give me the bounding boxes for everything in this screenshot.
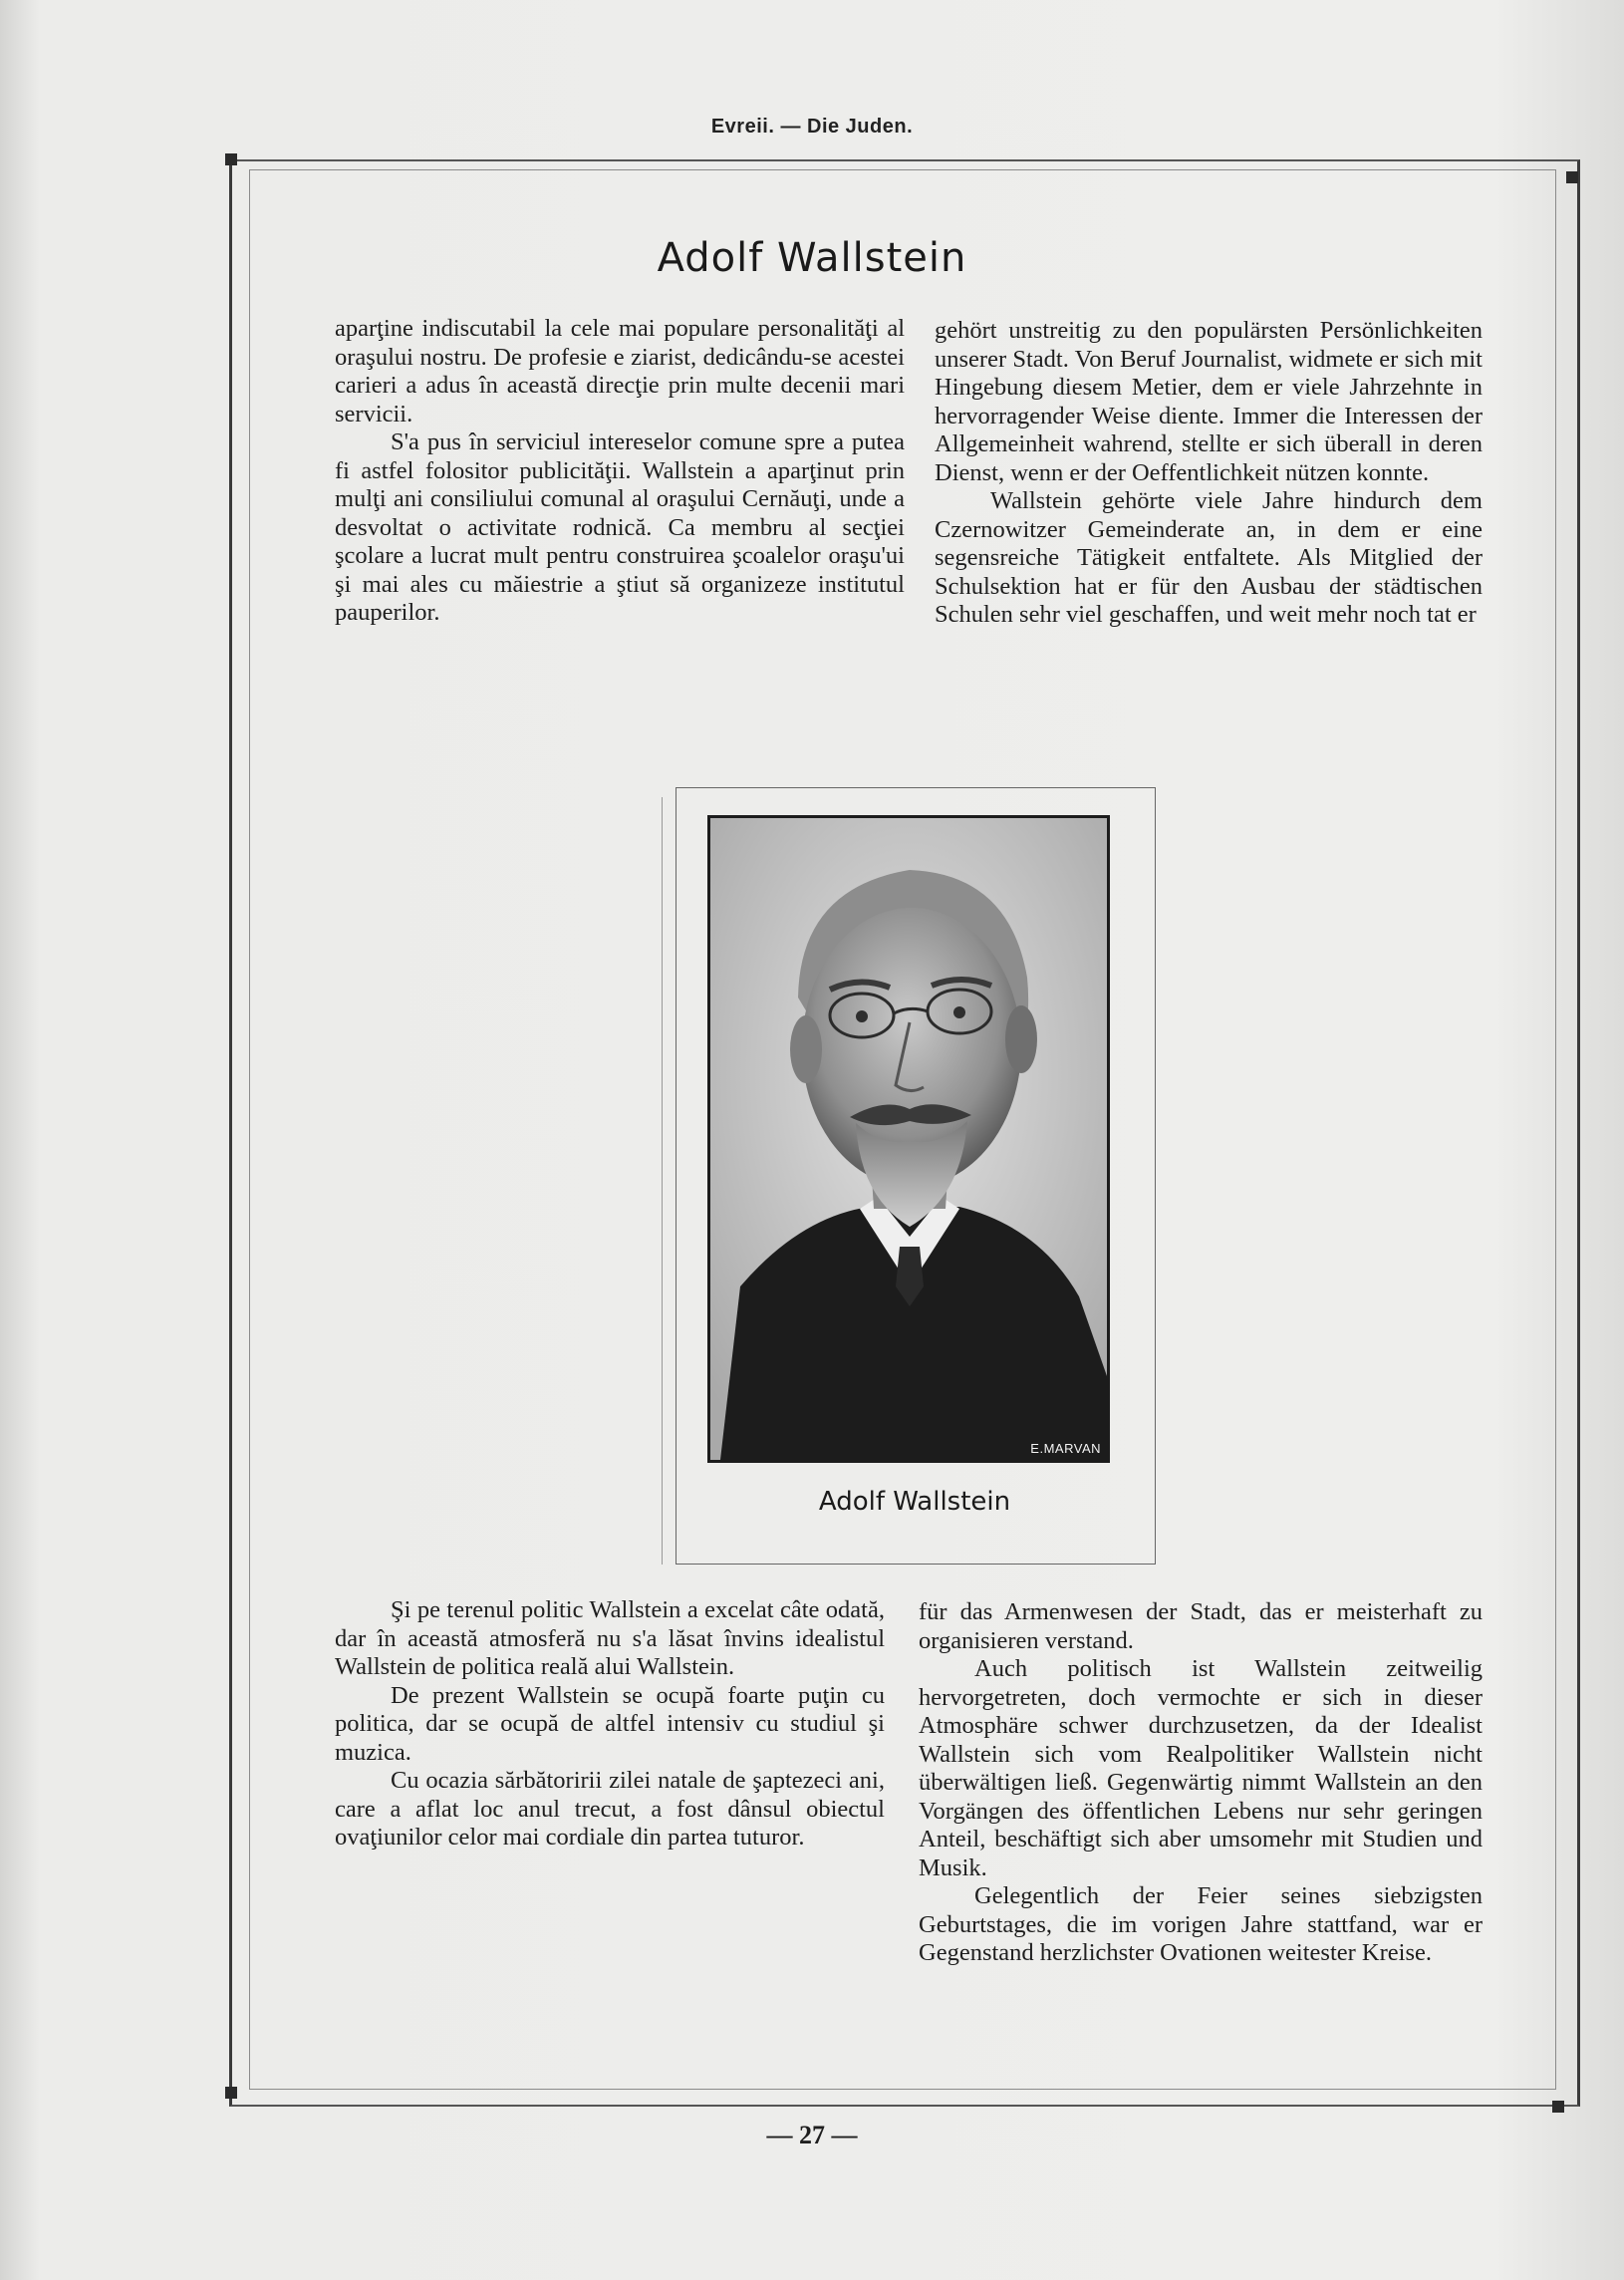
- german-text-bottom: [919, 1598, 1483, 1968]
- frame-corner-bottom-right: [1552, 2101, 1564, 2113]
- article-title: Adolf Wallstein: [657, 235, 967, 281]
- romanian-text-bottom: [335, 1596, 885, 1852]
- photographer-signature: E.MARVAN: [1030, 1441, 1101, 1456]
- frame-corner-top-right: [1566, 171, 1578, 183]
- running-header: Evreii. — Die Juden.: [710, 116, 914, 138]
- paragraph: Gelegentlich der Feier seines siebzigsten Geburtstages, die im vorigen Jahre stattfand, war er Gegenstand herzlichster Ovationen weitester Kreise.: [919, 1882, 1483, 1966]
- paragraph: Cu ocazia sărbătoririi zilei natale de şaptezeci ani, care a aflat loc anul trecut, a fost dânsul obiectul ovaţiunilor celor mai cordiale din partea tuturor.: [335, 1767, 885, 1851]
- paragraph: aparţine indiscutabil la cele mai populare personalităţi al oraşului nostru. De profesie e ziarist, dedicându-se acestei carieri a adus în această direcţie prin multe decenii mari servicii.: [335, 315, 905, 428]
- paragraph: De prezent Wallstein se ocupă foarte puţin cu politica, dar se ocupă de altfel intensiv cu studiul şi muzica.: [335, 1681, 885, 1766]
- page-number: — 27 —: [766, 2121, 858, 2149]
- frame-corner-top-left: [225, 153, 237, 165]
- paragraph: für das Armenwesen der Stadt, das er meisterhaft zu organisieren verstand.: [919, 1598, 1483, 1654]
- romanian-text-top: [335, 315, 905, 628]
- portrait-photo: [707, 815, 1110, 1463]
- german-text-top: [935, 317, 1483, 630]
- paragraph: gehört unstreitig zu den populärsten Persönlichkeiten unserer Stadt. Von Beruf Journalist, widmete er sich mit Hingebung diesem Metier, dem er viele Jahrzehnte in hervorragender Weise diente. Immer die Interessen der Allgemeinheit wahrend, stellte er sich überall in deren Dienst, wenn er der Oeffentlichkeit nützen konnte.: [935, 317, 1483, 486]
- frame-corner-bottom-left: [225, 2087, 237, 2099]
- paragraph: Şi pe terenul politic Wallstein a excelat câte odată, dar în această atmosferă nu s'a lăsat învins idealistul Wallstein de politica reală alui Wallstein.: [335, 1596, 885, 1680]
- photo-caption: Adolf Wallstein: [818, 1487, 1011, 1517]
- portrait-illustration: [710, 818, 1107, 1460]
- paragraph: S'a pus în serviciul intereselor comune spre a putea fi astfel folositor publicităţii. Wallstein a aparţinut prin mulţi ani consiliului comunal al oraşului Cernăuţi, unde a desvoltat o activitate rodnică. Ca membru al secţiei şcolare a lucrat mult pentru construirea şcoalelor oraşu'ui şi mai ales cu măiestrie a ştiut să organizeze institutul pauperilor.: [335, 428, 905, 626]
- paragraph: Auch politisch ist Wallstein zeitweilig hervorgetreten, doch vermochte er sich in dieser Atmosphäre schwer durchzusetzen, da der Idealist Wallstein sich vom Realpolitiker Wallstein nicht überwältigen ließ. Gegenwärtig nimmt Wallstein an den Vorgängen des öffentlichen Lebens nur sehr geringen Anteil, beschäftigt sich aber umsomehr mit Studien und Musik.: [919, 1655, 1483, 1881]
- paragraph: Wallstein gehörte viele Jahre hindurch dem Czernowitzer Gemeinderate an, in dem er eine segensreiche Tätigkeit entfaltete. Als Mitglied der Schulsektion hat er für den Ausbau der städtischen Schulen sehr viel geschaffen, und weit mehr noch tat er: [935, 487, 1483, 628]
